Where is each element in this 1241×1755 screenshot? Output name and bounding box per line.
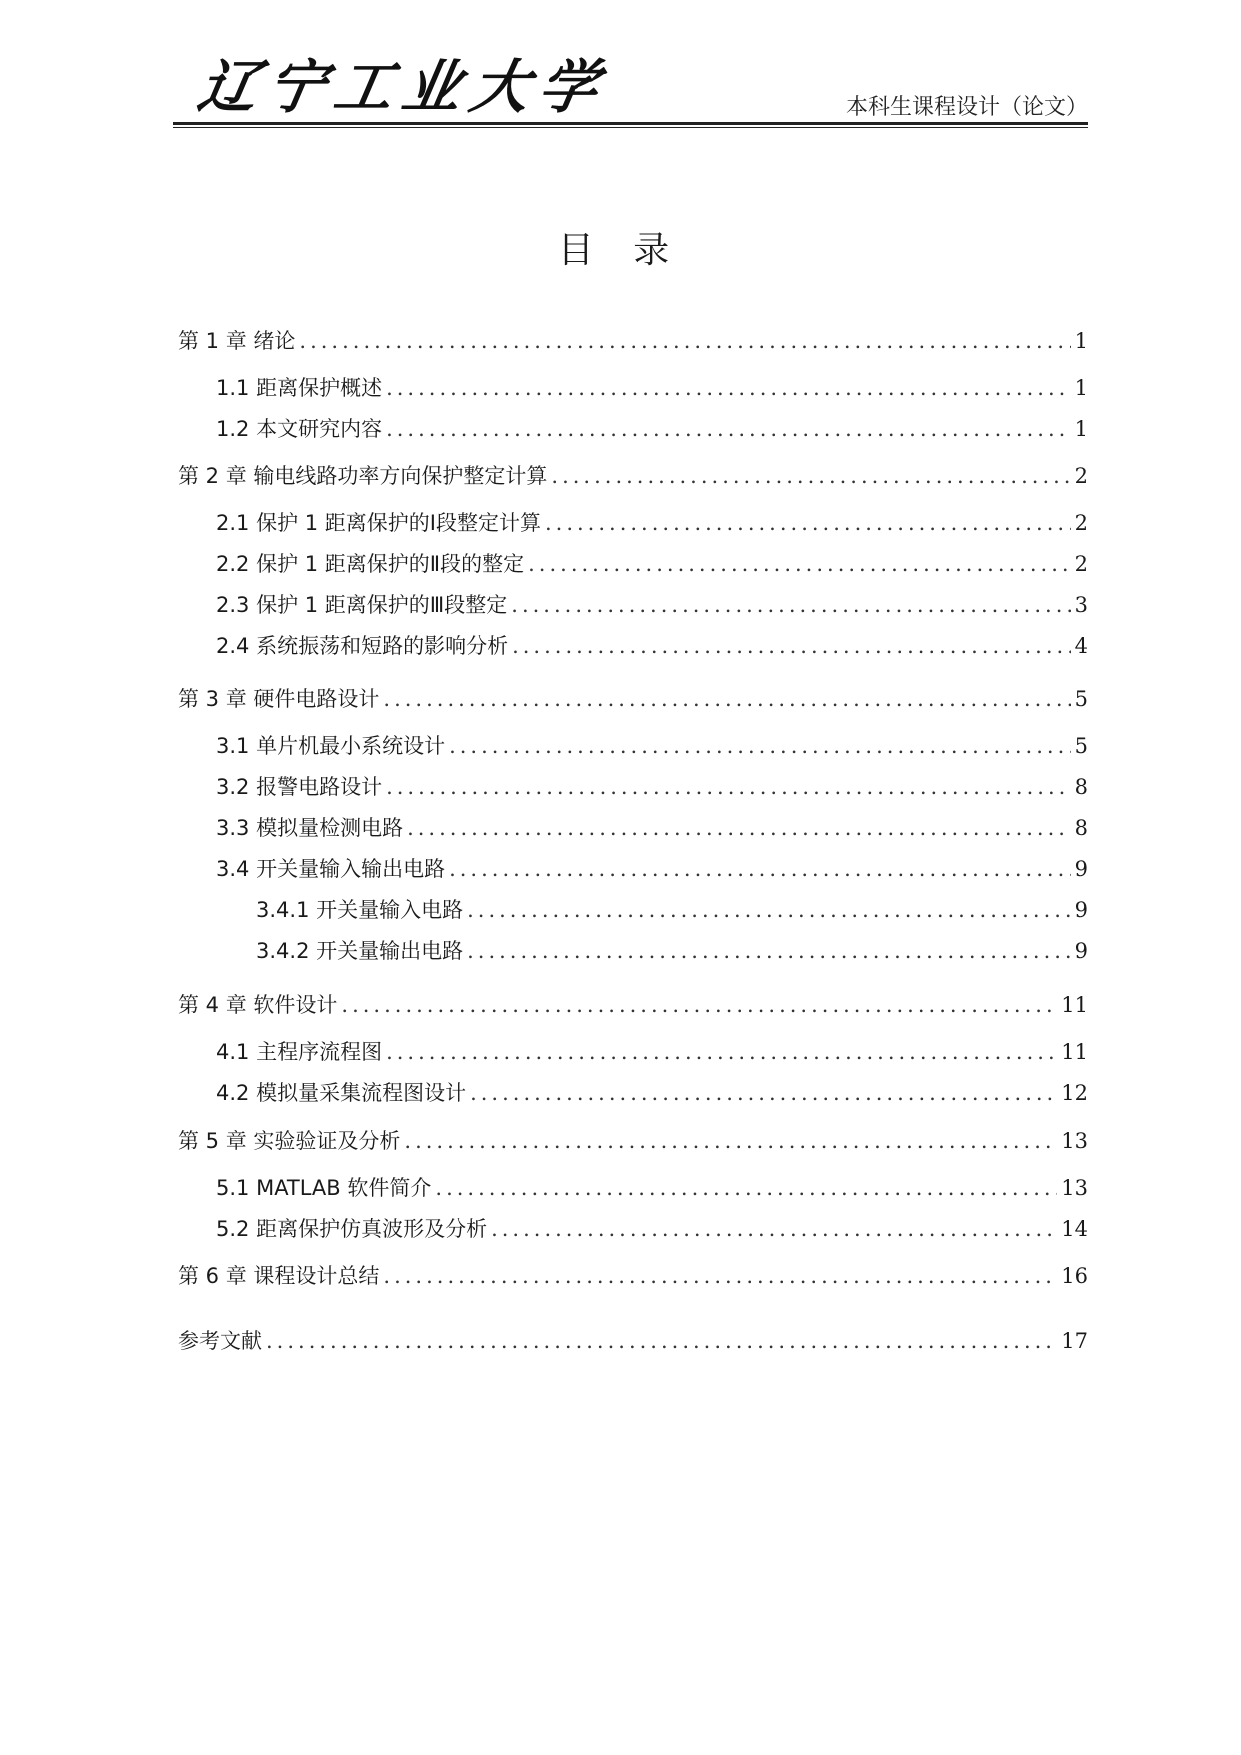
toc-entry-label: 3.2 报警电路设计	[216, 775, 383, 799]
toc-entry-label: 第 5 章 实验验证及分析	[178, 1129, 401, 1153]
toc-leader-dots	[383, 1261, 1057, 1291]
toc-entry-page: 14	[1061, 1217, 1088, 1241]
toc-entry-page: 9	[1074, 857, 1088, 881]
toc-entry[interactable]	[0, 813, 1241, 843]
toc-leader-dots	[528, 549, 1071, 579]
toc-leader-dots	[299, 326, 1070, 356]
toc-entry[interactable]	[0, 936, 1241, 966]
toc-entry[interactable]	[0, 1261, 1241, 1291]
header-rule-thin	[173, 127, 1088, 128]
toc-entry[interactable]	[0, 1037, 1241, 1067]
university-logo: 辽宁工业大学	[193, 53, 614, 121]
toc-leader-dots	[545, 508, 1071, 538]
toc-leader-dots	[551, 461, 1070, 491]
toc-entry-label: 2.1 保护 1 距离保护的Ⅰ段整定计算	[216, 511, 541, 535]
toc-entry-page: 9	[1074, 898, 1088, 922]
toc-leader-dots	[511, 590, 1070, 620]
toc-leader-dots	[383, 684, 1070, 714]
toc-entry-page: 5	[1074, 687, 1088, 711]
toc-entry-page: 5	[1074, 734, 1088, 758]
toc-entry-label: 第 2 章 输电线路功率方向保护整定计算	[178, 464, 548, 488]
toc-entry[interactable]	[0, 731, 1241, 761]
toc-entry-label: 2.4 系统振荡和短路的影响分析	[216, 634, 509, 658]
toc-entry-page: 2	[1074, 552, 1088, 576]
toc-entry-label: 第 3 章 硬件电路设计	[178, 687, 380, 711]
toc-entry-page: 3	[1074, 593, 1088, 617]
toc-entry[interactable]	[0, 1326, 1241, 1356]
toc-entry-label: 1.1 距离保护概述	[216, 376, 383, 400]
toc-leader-dots	[467, 895, 1071, 925]
toc-entry[interactable]	[0, 508, 1241, 538]
toc-leader-dots	[386, 414, 1071, 444]
toc-entry[interactable]	[0, 990, 1241, 1020]
toc-leader-dots	[491, 1214, 1057, 1244]
toc-entry[interactable]	[0, 1126, 1241, 1156]
toc-entry-page: 1	[1074, 376, 1088, 400]
toc-entry-label: 第 1 章 绪论	[178, 329, 296, 353]
toc-entry[interactable]	[0, 1214, 1241, 1244]
toc-entry-page: 11	[1061, 1040, 1088, 1064]
header-rule-thick	[173, 122, 1088, 125]
toc-entry[interactable]	[0, 414, 1241, 444]
toc-entry-page: 13	[1061, 1129, 1088, 1153]
toc-leader-dots	[470, 1078, 1057, 1108]
toc-entry-page: 11	[1061, 993, 1088, 1017]
toc-leader-dots	[386, 373, 1071, 403]
toc-entry-label: 3.1 单片机最小系统设计	[216, 734, 446, 758]
toc-entry-page: 8	[1074, 775, 1088, 799]
toc-entry[interactable]	[0, 772, 1241, 802]
toc-entry-page: 12	[1061, 1081, 1088, 1105]
toc-entry-label: 5.2 距离保护仿真波形及分析	[216, 1217, 488, 1241]
toc-leader-dots	[449, 731, 1071, 761]
toc-leader-dots	[467, 936, 1071, 966]
toc-entry-page: 17	[1061, 1329, 1088, 1353]
toc-entry[interactable]	[0, 684, 1241, 714]
toc-entry-page: 1	[1074, 417, 1088, 441]
toc-leader-dots	[266, 1326, 1057, 1356]
toc-entry[interactable]	[0, 373, 1241, 403]
toc-entry-page: 9	[1074, 939, 1088, 963]
toc-entry[interactable]	[0, 326, 1241, 356]
toc-leader-dots	[404, 1126, 1057, 1156]
toc-entry-label: 3.3 模拟量检测电路	[216, 816, 404, 840]
toc-entry-page: 13	[1061, 1176, 1088, 1200]
toc-entry-label: 4.1 主程序流程图	[216, 1040, 383, 1064]
toc-leader-dots	[435, 1173, 1057, 1203]
toc-entry-page: 16	[1061, 1264, 1088, 1288]
toc-entry[interactable]	[0, 590, 1241, 620]
toc-leader-dots	[386, 772, 1071, 802]
toc-entry-page: 1	[1074, 329, 1088, 353]
toc-entry[interactable]	[0, 895, 1241, 925]
toc-entry[interactable]	[0, 854, 1241, 884]
toc-entry-label: 第 6 章 课程设计总结	[178, 1264, 380, 1288]
document-type: 本科生课程设计（论文）	[845, 95, 1088, 120]
toc-entry-label: 参考文献	[178, 1329, 262, 1353]
toc-entry-label: 3.4 开关量输入输出电路	[216, 857, 446, 881]
toc-leader-dots	[341, 990, 1057, 1020]
toc-leader-dots	[449, 854, 1071, 884]
toc-entry-label: 2.2 保护 1 距离保护的Ⅱ段的整定	[216, 552, 525, 576]
toc-entry[interactable]	[0, 549, 1241, 579]
toc-entry-label: 第 4 章 软件设计	[178, 993, 338, 1017]
toc-entry-label: 5.1 MATLAB 软件简介	[216, 1176, 432, 1200]
toc-entry-label: 2.3 保护 1 距离保护的Ⅲ段整定	[216, 593, 508, 617]
toc-entry-page: 2	[1074, 511, 1088, 535]
toc-entry-label: 3.4.2 开关量输出电路	[256, 939, 464, 963]
toc-leader-dots	[407, 813, 1071, 843]
toc-entry[interactable]	[0, 631, 1241, 661]
toc-entry-page: 2	[1074, 464, 1088, 488]
toc-entry-page: 8	[1074, 816, 1088, 840]
toc-entry-label: 4.2 模拟量采集流程图设计	[216, 1081, 467, 1105]
toc-entry[interactable]	[0, 1078, 1241, 1108]
toc-leader-dots	[512, 631, 1071, 661]
toc-entry-label: 1.2 本文研究内容	[216, 417, 383, 441]
toc-entry[interactable]	[0, 1173, 1241, 1203]
toc-entry-label: 3.4.1 开关量输入电路	[256, 898, 464, 922]
toc-title: 目 录	[557, 230, 684, 271]
toc-entry[interactable]	[0, 461, 1241, 491]
toc-entry-page: 4	[1074, 634, 1088, 658]
toc-leader-dots	[386, 1037, 1057, 1067]
